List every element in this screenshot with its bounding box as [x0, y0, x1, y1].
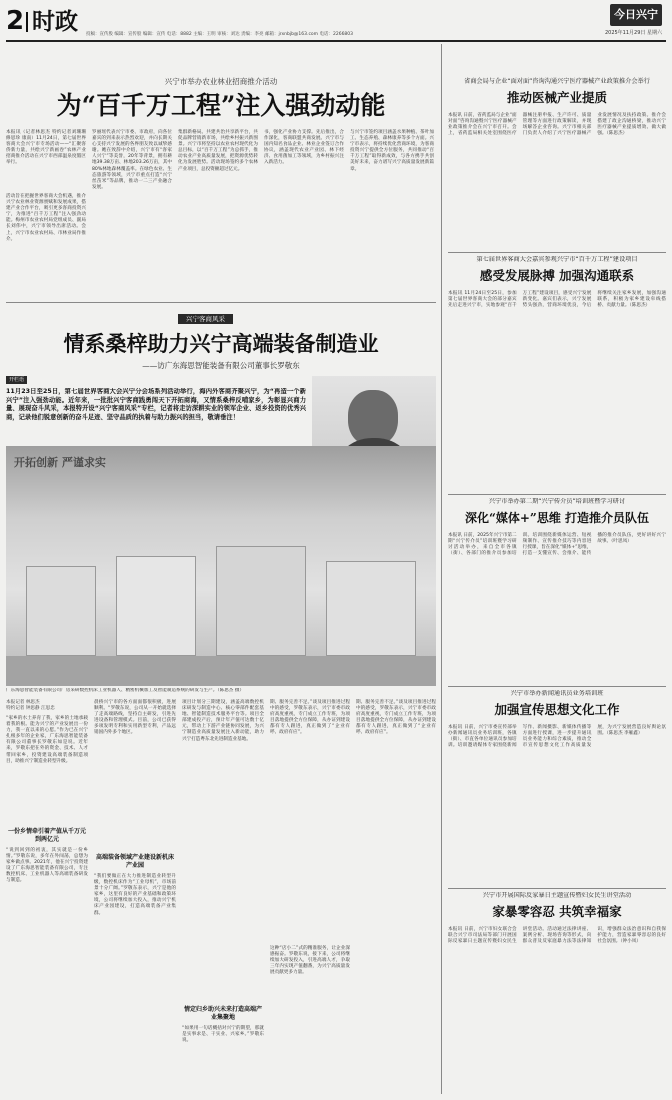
right-4-kicker: 兴宁市举办新闻通讯员业务培训班 — [510, 690, 604, 697]
factory-photo — [6, 446, 436, 686]
header-info: 投稿：宣传股 编辑：宣传股 编辑：宣传 电话：8882 主编：王明 审核：刘达 责编：李亮 邮箱：jrxnbjb@163.com 电话：2266803 — [86, 32, 354, 37]
feature-col-2b: “我们要做正在大力推进制造业转型升级，数控机床作为“工业母机”，市场前景十分广阔。”罗敬东表示，兴宁是他的家乡，这里有良好的产业基础和政策环境，公司将继续加大投入，推动兴宁机床产业园建设，打造高端装备产业集群。 — [94, 874, 176, 916]
right-2-text: 本报讯 11月24日至25日，参加第七届世界客商大会的部分嘉宾先后走进兴宁市，实地参观“百千万工程”建设项目，感受兴宁发展新变化。嘉宾们表示，兴宁发展势头强劲，营商环境优良，今后将继续关注家乡发展，加强沟通联系，积极为家乡建设牵线搭桥、贡献力量。（陈思杰） — [448, 290, 666, 308]
feature-col-4: 期、服务完善不足。”谈及项目推进过程中的感受，罗敬东表示，兴宁市委市政府高度重视，专门成立工作专班，为项目落地提供全方位保障，从办证到建设都有专人跟进，真正做到了“企业有呼、政府有应”。 — [270, 700, 350, 736]
right-3-text: 本报讯 日前，2025年兴宁市第二期“兴宁传介员”培训班暨学习研讨活动举办，来自全市各镇（街）、各部门的推介员参加培训。培训围绕新媒体运营、短视频制作、宣传推介技巧等内容进行授课，旨在深化“媒体+”思维，打造一支懂宣传、会推介、能传播的推介员队伍，更好讲好兴宁故事。（叶思凤） — [448, 532, 666, 556]
feature-col-1b: “说到回到的初衷，其实就是一份乡情。”罗敬东说，多年在外闯荡，总想为家乡做点事。2021年，他在兴宁投资建设了广东海思智能装备有限公司，专注数控机床、工业机器人等高端装备研发与制造。 — [6, 848, 88, 884]
factory-caption: 广东海思智能装备有限公司厂房采研数控机床工业机器人、精密机械加工及智能制造系统的研发与生产。（陈思杰 摄） — [6, 688, 245, 693]
intro-tag: 开栏语 — [6, 376, 27, 384]
feature-col-5: 期、服务完善不足。”谈及项目推进过程中的感受，罗敬东表示，兴宁市委市政府高度重视，专门成立工作专班，为项目落地提供全方位保障，从办证到建设都有专人跟进，真正做到了“企业有呼、政府有应”。 — [356, 700, 436, 736]
feature-byline: 本报记者 林思杰 特约记者 钟思静 江思忠 — [6, 700, 55, 712]
feature-sub-3: 情定归乡助兴未来打造高端产业集聚地 — [183, 1006, 262, 1021]
lead-story — [6, 44, 436, 300]
intro-box — [6, 376, 306, 446]
feature-sub-1: 一份乡情牵引着产值从千万元到两亿元 — [7, 828, 86, 843]
lead-kicker: 兴宁市举办农业林业招商推介活动 — [164, 77, 278, 86]
intro-text: 11月23日至25日，第七届世界客商大会兴宁分会场系列活动举行，海内外客商齐聚兴宁，为“再造一个新兴宁”注入强劲动能。近年来，一批批兴宁客商践勇闯天下开拓商海，又情系桑梓反哺家乡，为彰显兴商力量、展现奋斗风采，本报特开设“兴宁客商风采”专栏，记者将走访深耕实业的领军企业、返乡投资的优秀兴商，记录他们锐意创新的奋斗足迹、坚守品质的执着与助力振兴的担当，敬请垂注！ — [6, 388, 306, 421]
right-5-kicker: 兴宁市开展国际反家暴日主题宣传暨妇女民生讲堂活动 — [482, 892, 632, 899]
lead-col-5: 与兴宁市签约项目涵盖水果种植、茶叶加工、生态养殖、森林康养等多个方面。兴宁市表示，将持续优化营商环境，为客商投资兴宁提供全方位服务，共同推动“百千万工程”取得新成效，与各方携手共创美好未来，奋力谱写兴宁高质量发展新篇章。 — [350, 130, 434, 172]
feature-col-1: “家乡的水土养育了我，家乡的土地承载着我的根。能为兴宁的产业发展出一份力，我一直以来的心愿。”作为已在兴宁扎根多年的企业家，广东海思智能装备有限公司董事长罗敬东如是说。近年来，罗敬东把在外的资金、技术、人才带回家乡，投资建设高端装备制造项目，助推兴宁制造业转型升级。 — [6, 716, 88, 764]
header-date: 2025年11月29日 星期六 — [604, 30, 662, 36]
right-5-text: 本报讯 日前，兴宁市妇女联合会联合兴宁市司法局等部门开展国际反家暴日主题宣传暨妇女民生讲堂活动。活动通过法律讲座、案例分析、现场咨询等形式，向群众普及反家庭暴力法等法律知识，增强群众法治意识和自我保护能力，营造家暴零容忍的良好社会氛围。（钟小凤） — [448, 926, 666, 944]
section-title: 时政 — [32, 8, 78, 35]
right-story-4 — [448, 690, 666, 886]
lead-col-4: 书，强化产业协力支撑。先后推出，合作深化，客商联盟共商发展。兴宁市与国内知名食品企业、林业企业签订合作协议，涵盖现代农业产业园、林下经济、食用菌加工等领域，为乡村振兴注入新活力。 — [264, 130, 344, 166]
right-4-headline: 加强宣传思想文化工作 — [494, 701, 620, 717]
page-number: 2 — [6, 6, 25, 36]
right-1-text: 本报讯 日前，省药监局与企业“面对面”咨询沟通暨兴宁医疗器械产业政策推介会在兴宁市召开。会上，省药监局相关处室围绕医疗器械注册申报、生产许可、质量管理等方面进行政策解读，并现场解答企业咨询。兴宁市相关部门负责人介绍了兴宁医疗器械产业发展情况及扶持政策。推介会搭建了政企沟通桥梁，推动兴宁医疗器械产业提质增效、做大做强。（陈思杰） — [448, 112, 666, 136]
feature-headline: 情系桑梓助力兴宁高端装备制造业 — [63, 331, 379, 356]
right-story-3 — [448, 498, 666, 684]
right-5-headline: 家暴零容忍 共筑幸福家 — [492, 903, 622, 919]
right-2-kicker: 第七届世界客商大会嘉宾参观兴宁市“百千万工程”建设项目 — [476, 256, 638, 263]
lead-col-2: 罗丽瑶代表兴宁市委、市政府，向各位嘉宾的到来表示热烈欢迎，并向长期关心支持兴宁发展的各界朋友致以诚挚感谢。她在致辞中介绍，兴宁市有“客家人兴宁”等美誉，20年等背景，拥有耕地39.38万亩、林地203.26万亩，其中80%林地森林覆盖率。在绿色农业、生态旅游等领域，兴宁市重点打造“兴宁丝苗米”等品牌，推动一二三产业融合发展。 — [92, 130, 172, 190]
lead-headline: 为“百千万工程”注入强劲动能 — [56, 91, 386, 120]
right-story-1 — [448, 44, 666, 250]
right-4-text: 本报讯 日前，兴宁市委宣传部举办新闻通讯员业务培训班，各镇（街）、市直各单位通讯员参加培训。培训邀请媒体专家围绕新闻写作、新闻摄影、新媒体传播等方面进行授课，进一步提升通讯员业务能力和综合素质，推动全市宣传思想文化工作高质量发展，为兴宁发展营造良好舆论氛围。（陈思杰 李雁鑫） — [448, 724, 666, 748]
right-3-kicker: 兴宁市举办第二期“兴宁传介员”培训班暨学习研讨 — [488, 498, 626, 505]
feature-subhead: ——访广东海思智能装备有限公司董事长罗敬东 — [142, 361, 300, 370]
right-3-headline: 深化“媒体+”思维 打造推介员队伍 — [464, 510, 650, 525]
lead-col-3: 集群新格局。共建共治共享新平台，共促品牌营销新市场，共绘乡村振兴新图景。兴宁市将坚持以农业农村现代化为总目标，以“百千万工程”为总抓手，推动农业产业高质量发展，把资源优势转化为发展胜势。活动现场签约多个农林产业项目，总投资额超过亿元。 — [178, 130, 258, 172]
factory-sign: 开拓创新 严谨求实 — [14, 456, 106, 469]
feature-col-3: 项目计划分三期建设，涵盖高端数控机床研发与制造中心、核心零部件配套基地、智能制造技术服务平台等。项目全部建成投产后，预计年产值可达数十亿元，带动上下游产业链协同发展，为兴宁制造业高质量发展注入新动能，助力兴宁打造粤东北先进制造业基地。 — [182, 700, 264, 742]
right-story-2 — [448, 256, 666, 492]
feature-col-2: 晨桥兴宁市的各方面面都很积极，进展顺利。“罗敬东说，公司从一开始就选择了走高端路线，坚持自主研发，引进先进设备和管理模式。目前，公司已获得多项发明专利和实用新型专利，产品远销国内外多个地区。 — [94, 700, 176, 736]
lead-col-1: 活动旨在把握世界客商大会机遇，推介兴宁农业林业资源禀赋和发展成果，搭建产业合作平台，吸引更多客商投资兴宁，为推进“百千万工程”注入强劲动能。梅州市农业农村局党组成员、副局长刘伟中，兴宁市领导出席活动。会上，兴宁市农业农村局、市林业局作推介。 — [6, 194, 86, 242]
feature-col-4b: 这种“店小二”式的精准服务，让企业深感振奋。罗敬东说，接下来，公司将继续加大研发投入，引进高端人才，争取三年内实现产值翻番，为兴宁高质量发展贡献更多力量。 — [270, 946, 350, 976]
right-2-headline: 感受发展脉搏 加强沟通联系 — [479, 267, 635, 283]
feature-col-3b: “如果用一句话概括对兴宁的期望，那就是实事求是、干实业、兴家乡。”罗敬东说。 — [182, 1026, 264, 1044]
lead-byline: 本报讯（记者林思杰 特约记者刘珊珊 修思珍 康南）11月24日，第七届世界客商大会兴宁市专场活动——“汇聚客侨新力量，共绘兴宁新画卷”农林产业招商推介活动在兴宁市西部温泉度假区举行。 — [6, 130, 86, 166]
feature-sub-2: 高端装备领域产业建设新机床产业园 — [95, 854, 174, 869]
page-header — [6, 4, 666, 40]
right-story-5 — [448, 892, 666, 1096]
feature-section-tag: 兴宁客商风采 — [178, 314, 233, 324]
right-1-headline: 推动医械产业提质 — [506, 89, 607, 105]
masthead-logo: 今日兴宁 — [610, 4, 662, 26]
feature-story — [6, 306, 436, 1096]
right-1-kicker: 省商会局与企业“面对面”咨询沟通兴宁医疗器械产业政策推介会举行 — [464, 78, 650, 85]
